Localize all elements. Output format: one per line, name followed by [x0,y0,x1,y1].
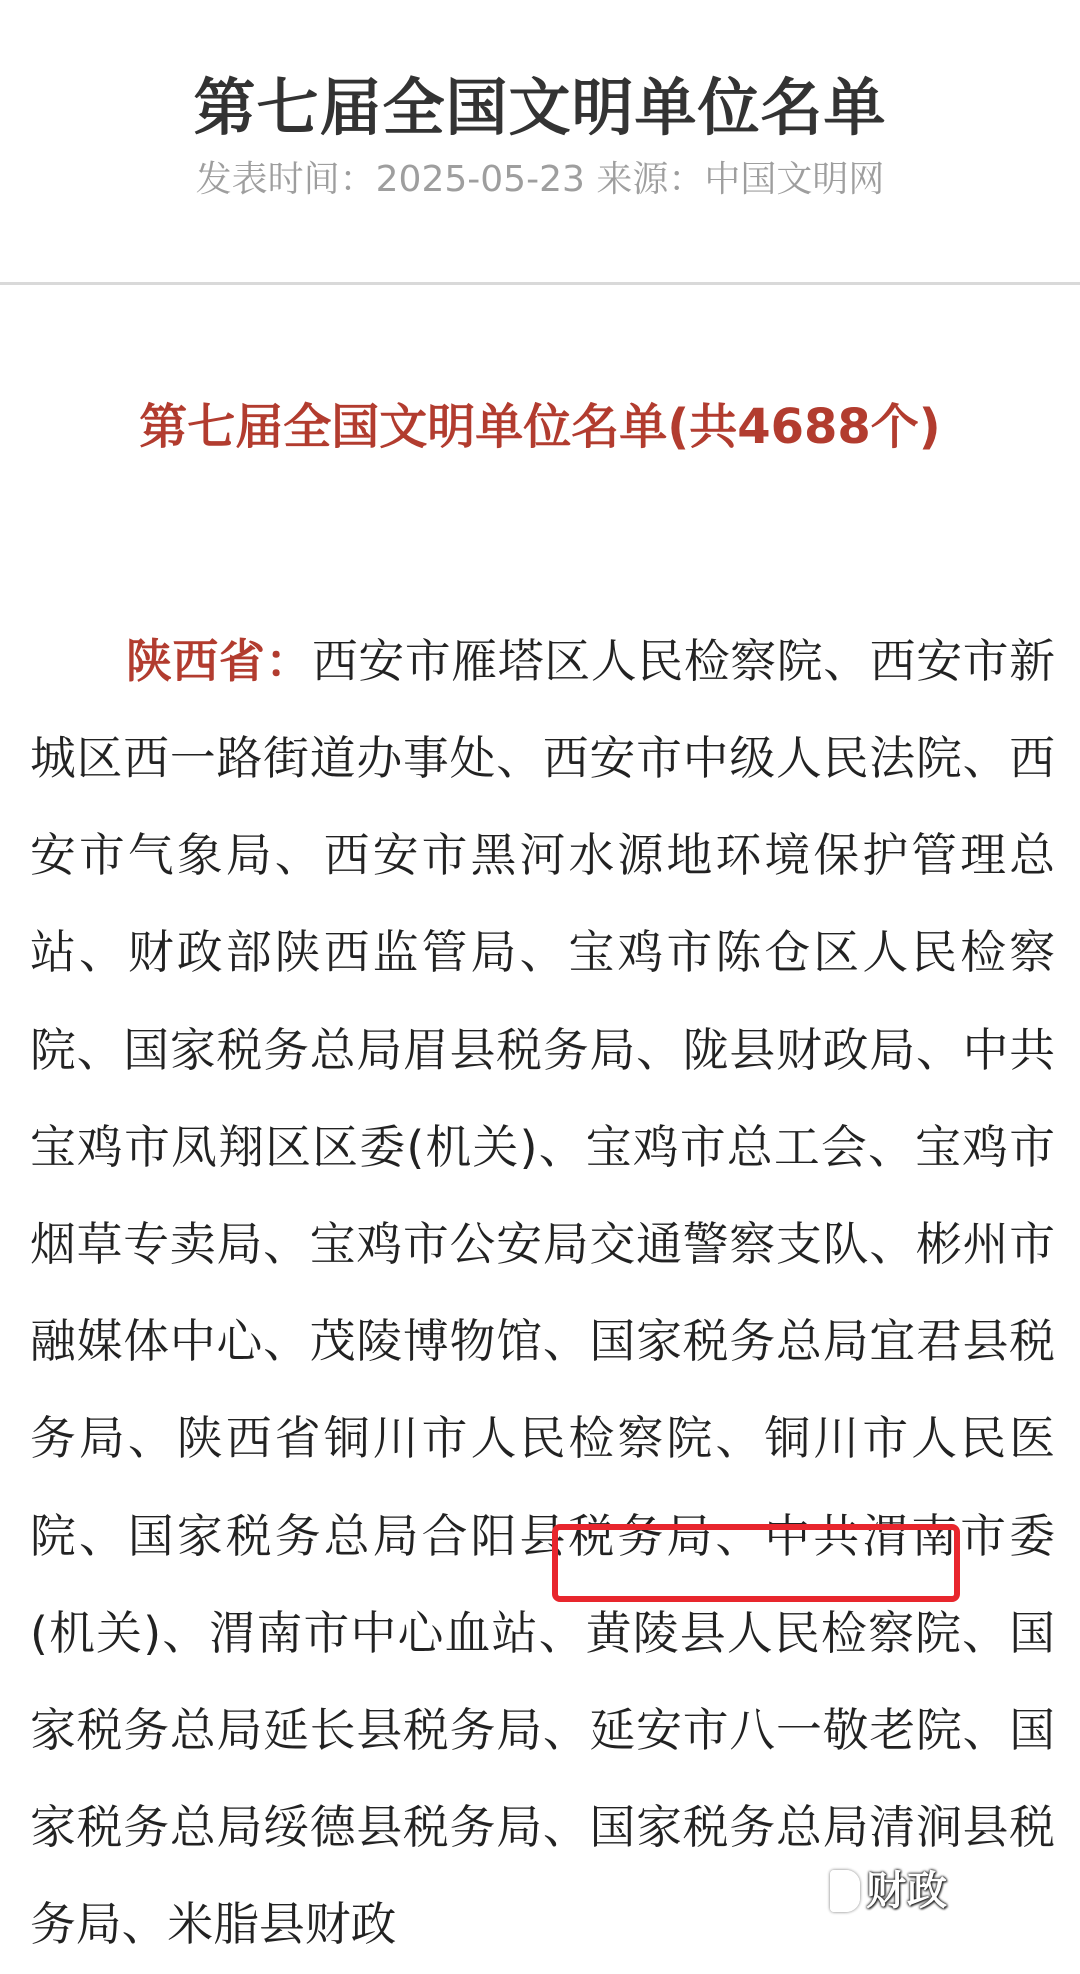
publish-time-label: 发表时间： [195,159,376,200]
province-label: 陕西省： [126,633,312,688]
list-heading: 第七届全国文明单位名单(共4688个) [139,398,941,455]
red-highlight-box [552,1524,960,1602]
meta-spacer [585,159,596,200]
highlighted-unit: 渭南市中心血站 [209,1605,539,1660]
unit-list-text: 西安市雁塔区人民检察院、西安市新城区西一路街道办事处、西安市中级人民法院、西安市气象局、西安市黑河水源地环境保护管理总站、财政部陕西监管局、宝鸡市陈仓区人民检察院、国家税务总局眉县税务局、陇县财政局、中共宝鸡市凤翔区区委(机关)、宝鸡市总工会、宝鸡市烟草专卖局、宝鸡市公安局交通警察支队、彬州市融媒体中心、茂陵博物馆、国家税务总局宜君县税务局、陕西省铜川市人民检察院、铜川市人民医院、国家税务总局合阳县税务局、中共渭南市委(机关)、 [30,633,1055,1660]
source-name: 中国文明网 [704,159,885,200]
source-watermark [828,1852,978,1922]
watermark-logo-icon [828,1866,862,1908]
province-section-text [30,613,1055,1974]
article-meta [0,150,1080,210]
watermark-text: 财政 [866,1867,948,1914]
source-label: 来源： [596,159,705,200]
header-divider [0,282,1080,285]
page-title: 第七届全国文明单位名单 [193,70,887,144]
publish-date: 2025-05-23 [375,159,585,200]
unit-list-text-continued: 、黄陵县人民检察院、国家税务总局延长县税务局、延安市八一敬老院、国家税务总局绥德县税务局、国家税务总局清涧县税务局、米脂县财政 [30,1605,1056,1952]
